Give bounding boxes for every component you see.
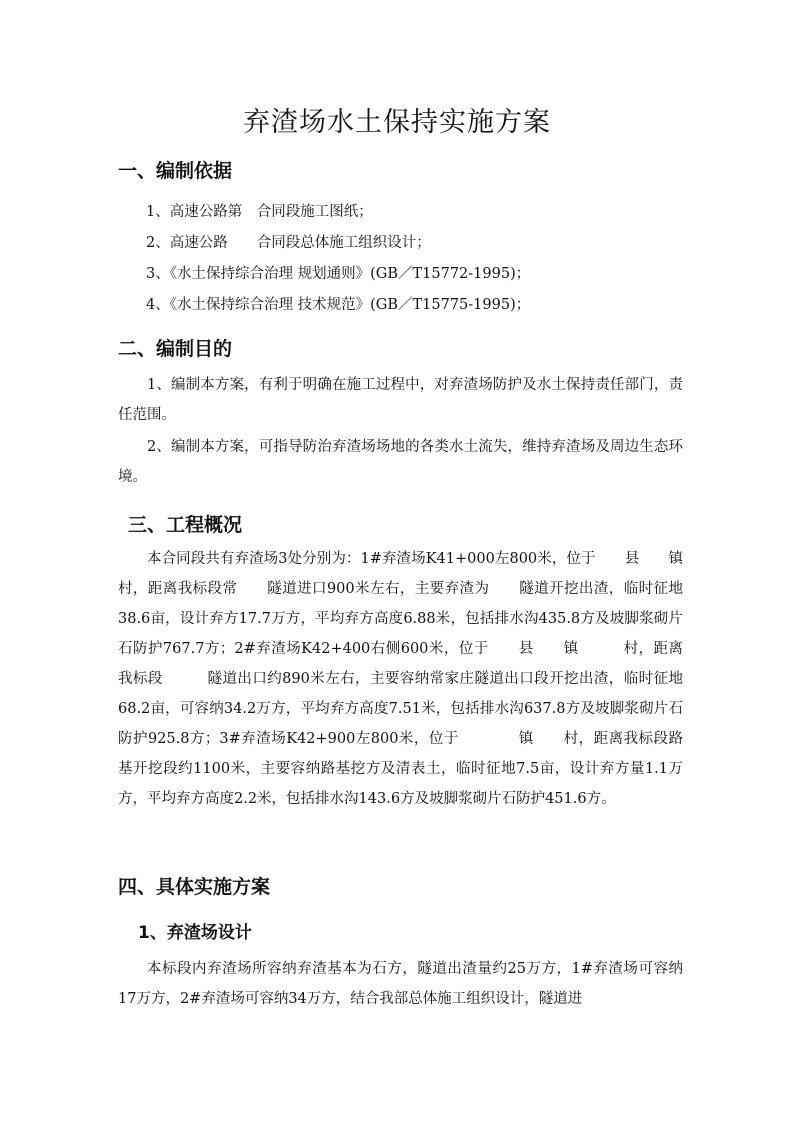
document-title: 弃渣场水土保持实施方案: [243, 107, 551, 138]
purpose-paragraph-2: 2、编制本方案，可指导防治弃渣场场地的各类水土流失，维持弃渣场及周边生态环境。: [118, 439, 683, 485]
basis-item-4: 4、《水土保持综合治理 技术规范》(GB／T15775-1995)；: [146, 297, 531, 313]
overview-paragraph: 本合同段共有弃渣场3处分别为：1#弃渣场K41+000左800米，位于 县 镇 村，距离我标段常 隧道进口900米左右，主要弃渣为 隧道开挖出渣，临时征地38.6亩，设计弃方17.7万方，平均弃方高度6.88米，包括排水沟435.8方及坡脚浆砌片石防护767.7方；2#弃渣场K42+400右侧600米，位于 县 镇 村，距离我标段 隧道出口约890米左右，主要容纳常家庄隧道出口段开挖出渣，临时征地68.2亩，可容纳34.2万方，平均弃方高度7.51米，包括排水沟637.8方及坡脚浆砌片石防护925.8方；3#弃渣场K42+900左800米，位于 镇 村，距离我标段路基开挖段约1100米，主要容纳路基挖方及清表土，临时征地7.5亩，设计弃方量1.1万方，平均弃方高度2.2米，包括排水沟143.6方及坡脚浆砌片石防护451.6方。: [118, 551, 727, 807]
basis-item-1: 1、高速公路第 合同段施工图纸；: [146, 204, 373, 220]
section-heading-plan: 四、具体实施方案: [118, 876, 271, 898]
basis-item-2: 2、高速公路 合同段总体施工组织设计；: [146, 235, 431, 251]
purpose-paragraph-1: 1、编制本方案，有利于明确在施工过程中，对弃渣场防护及水土保持责任部门，责任范围。: [118, 377, 683, 423]
section-heading-purpose: 二、编制目的: [118, 338, 233, 360]
section-heading-overview: 三、工程概况: [128, 514, 243, 536]
design-paragraph: 本标段内弃渣场所容纳弃渣基本为石方，隧道出渣量约25万方，1#弃渣场可容纳17万方，2#弃渣场可容纳34万方，结合我部总体施工组织设计，隧道进: [118, 961, 683, 1007]
basis-item-3: 3、《水土保持综合治理 规划通则》(GB／T15772-1995)；: [146, 266, 531, 282]
subsection-heading-design: 1、弃渣场设计: [138, 923, 252, 943]
section-heading-basis: 一、编制依据: [118, 160, 233, 182]
